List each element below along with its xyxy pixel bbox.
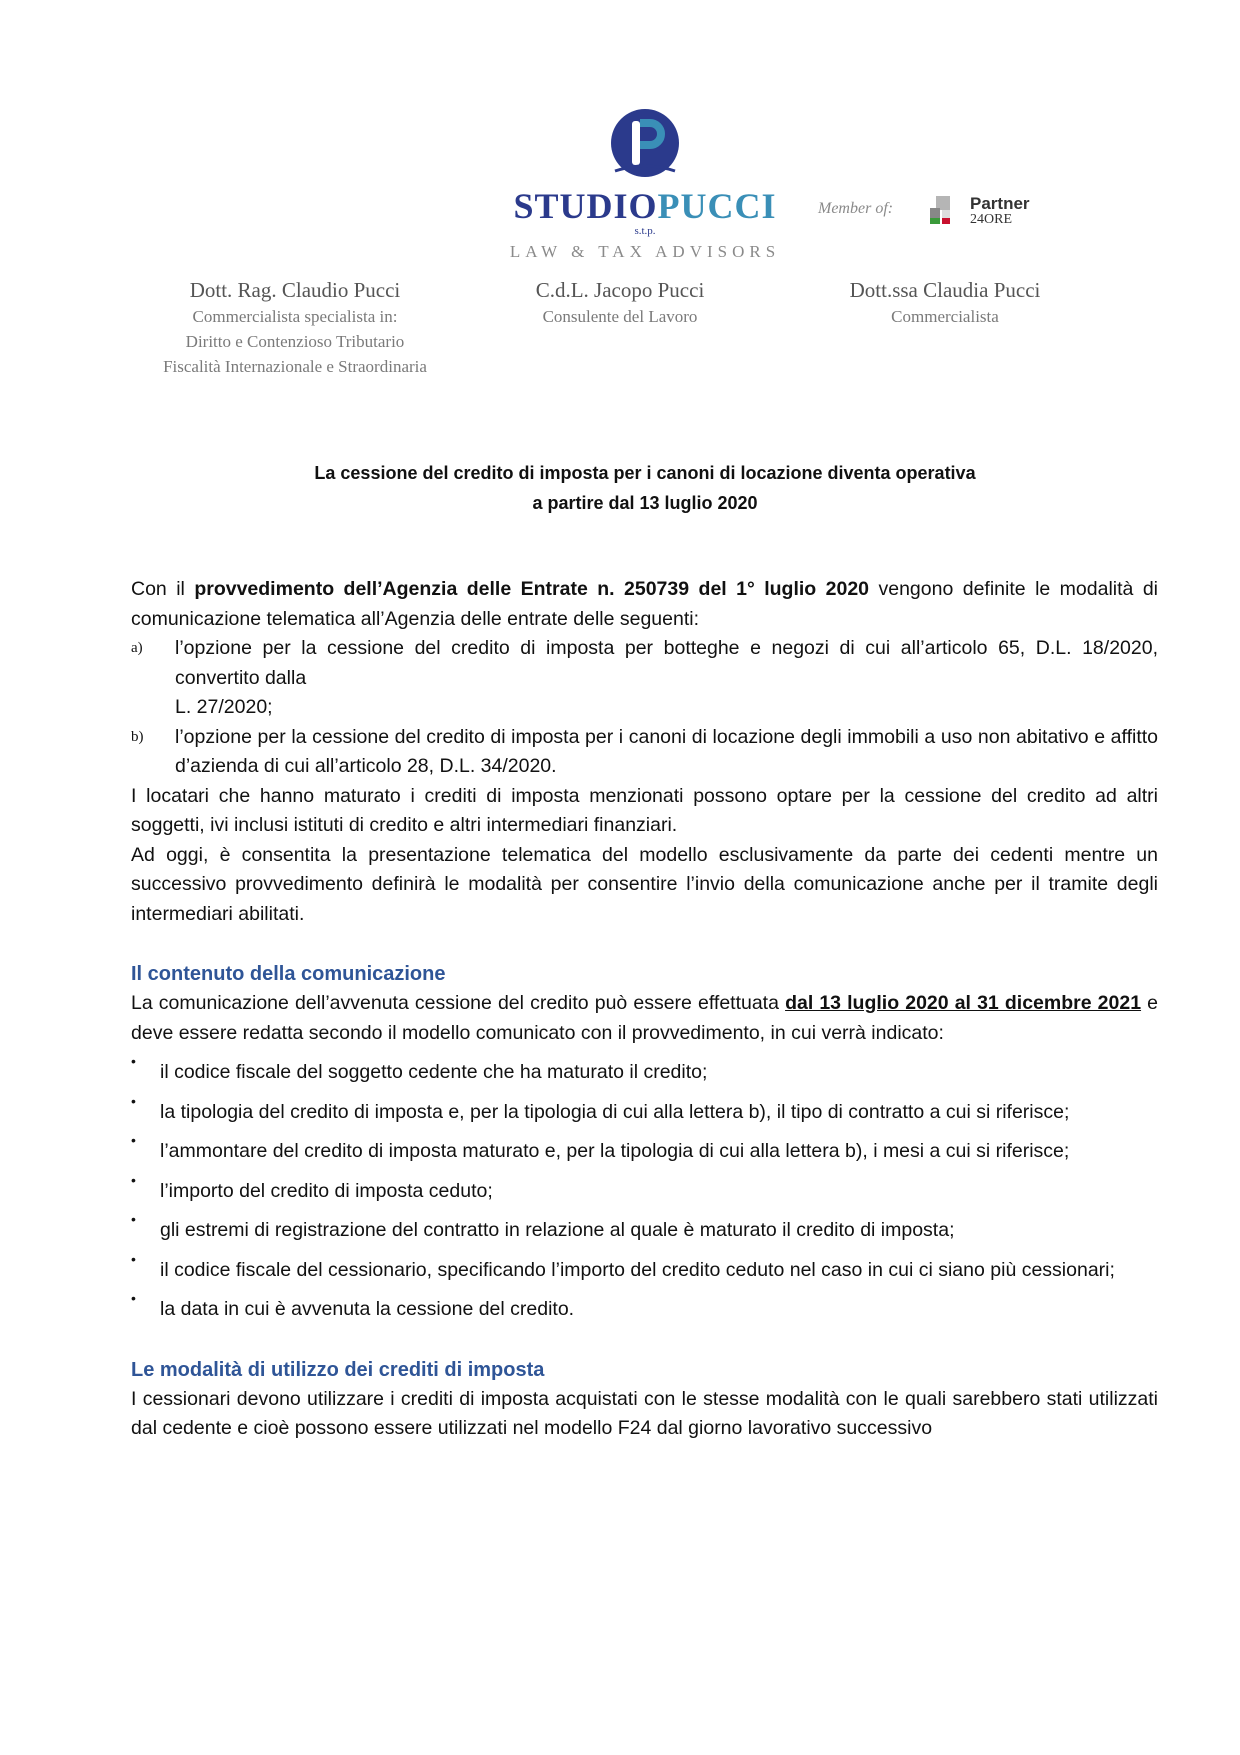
logo-name-studio: STUDIO — [513, 186, 658, 226]
title-line-2: a partire dal 13 luglio 2020 — [532, 493, 758, 513]
person-role: Diritto e Contenzioso Tributario — [185, 332, 405, 351]
partner-word: Partner — [970, 194, 1030, 213]
person-role: Fiscalità Internazionale e Straordinaria — [163, 357, 427, 376]
list-item — [131, 1289, 1158, 1325]
contenuto-pre: La comunicazione dell’avvenuta cessione del credito può essere effettuata — [131, 992, 786, 1014]
person-jacopo-pucci — [480, 276, 760, 329]
document-body — [131, 575, 1158, 1444]
option-letter: b) — [131, 728, 144, 745]
option-letter: a) — [131, 640, 143, 656]
contenuto-bullet-list — [131, 1052, 1158, 1325]
person-name: Dott. Rag. Claudio Pucci — [189, 278, 401, 302]
person-name: Dott.ssa Claudia Pucci — [849, 278, 1041, 302]
contenuto-paragraph — [131, 989, 1158, 1048]
person-role: Commercialista specialista in: — [192, 307, 398, 326]
logo-subtitle: LAW & TAX ADVISORS — [509, 242, 781, 261]
bullet-icon: • — [131, 1132, 136, 1148]
person-name: C.d.L. Jacopo Pucci — [535, 278, 705, 302]
member-of-label: Member of: — [818, 200, 894, 217]
locatari-paragraph: I locatari che hanno maturato i crediti di imposta menzionati possono optare per la cessione del credito ad altri soggetti, ivi inclusi istituti di credito e altri intermediari finanziari. — [131, 784, 1158, 836]
bullet-icon: • — [131, 1092, 136, 1109]
contenuto-post: e deve essere redatta secondo il modello comunicato con il provvedimento, in cui verrà indicato: — [131, 992, 1158, 1044]
studio-pucci-logo — [500, 105, 790, 263]
bullet-icon: • — [131, 1290, 136, 1306]
option-a-text-cont: L. 27/2020; — [175, 696, 273, 718]
person-role: Consulente del Lavoro — [542, 307, 698, 326]
contenuto-date-range: dal 13 luglio 2020 al 31 dicembre 2021 — [785, 992, 1142, 1014]
partner-24ore-logo — [928, 194, 1030, 230]
list-item — [131, 1210, 1158, 1246]
list-item — [131, 1092, 1158, 1128]
option-a-text: l’opzione per la cessione del credito di imposta per botteghe e negozi di cui all’articolo 65, D.L. 18/2020, convertito dalla — [175, 637, 1158, 689]
bullet-text: l’importo del credito di imposta ceduto; — [160, 1179, 493, 1202]
bullet-text: gli estremi di registrazione del contratto in relazione al quale è maturato il credito di imposta; — [160, 1219, 955, 1241]
partner-squares-icon — [928, 194, 964, 230]
intro-post: vengono definite le modalità di comunicazione telematica all’Agenzia delle entrate delle seguenti: — [131, 578, 1159, 630]
sp-monogram-icon — [605, 105, 685, 185]
intro-paragraph — [131, 575, 1158, 634]
modalita-paragraph: I cessionari devono utilizzare i crediti di imposta acquistati con le stesse modalità con le quali sarebbero stati utilizzati dal cedente e cioè possono essere utilizzati nel modello F24 dal giorno lavorativo successivo — [131, 1387, 1158, 1439]
section-heading-modalita: Le modalità di utilizzo dei crediti di imposta — [131, 1358, 545, 1381]
document-title — [130, 458, 1160, 518]
intro-pre: Con il — [131, 578, 195, 600]
option-b — [131, 723, 1158, 782]
bullet-text: il codice fiscale del soggetto cedente che ha maturato il credito; — [160, 1061, 708, 1083]
intro-provvedimento: provvedimento dell’Agenzia delle Entrate n. 250739 del 1° luglio 2020 — [194, 578, 870, 600]
list-item — [131, 1250, 1158, 1286]
bullet-text: la data in cui è avvenuta la cessione del credito. — [160, 1298, 575, 1320]
list-item — [131, 1052, 1158, 1088]
title-line-1: La cessione del credito di imposta per i canoni di locazione diventa operativa — [314, 463, 976, 483]
bullet-icon: • — [131, 1211, 136, 1227]
list-item — [131, 1171, 1158, 1207]
logo-stp: s.t.p. — [634, 225, 656, 237]
section-heading-contenuto: Il contenuto della comunicazione — [131, 963, 446, 985]
partner-brand: 24ORE — [970, 212, 1012, 227]
bullet-text: il codice fiscale del cessionario, specificando l’importo del credito ceduto nel caso in cui ci siano più cessionari; — [160, 1258, 1115, 1281]
person-claudio-pucci — [130, 276, 460, 379]
ad-oggi-paragraph: Ad oggi, è consentita la presentazione telematica del modello esclusivamente da parte dei cedenti mentre un successivo provvedimento definirà le modalità per consentire l’invio della comunicazione anche per il tramite degli intermediari abilitati. — [131, 843, 1158, 925]
person-role: Commercialista — [891, 307, 999, 326]
option-text: l’opzione per la cessione del credito di imposta per i canoni di locazione degli immobili a uso non abitativo e affitto d’azienda di cui all’articolo 28, D.L. 34/2020. — [175, 725, 1158, 777]
option-text — [175, 634, 1158, 723]
option-a — [131, 634, 1158, 723]
list-item — [131, 1131, 1158, 1167]
bullet-text: l’ammontare del credito di imposta maturato e, per la tipologia di cui alla lettera b), i mesi a cui si riferisce; — [160, 1140, 1070, 1162]
bullet-text: la tipologia del credito di imposta e, per la tipologia di cui alla lettera b), il tipo di contratto a cui si riferisce; — [160, 1100, 1070, 1123]
bullet-icon: • — [131, 1171, 136, 1188]
logo-name — [500, 187, 790, 225]
person-claudia-pucci — [800, 276, 1090, 329]
logo-name-pucci: PUCCI — [657, 186, 777, 226]
bullet-icon: • — [131, 1053, 136, 1069]
bullet-icon: • — [131, 1250, 136, 1267]
